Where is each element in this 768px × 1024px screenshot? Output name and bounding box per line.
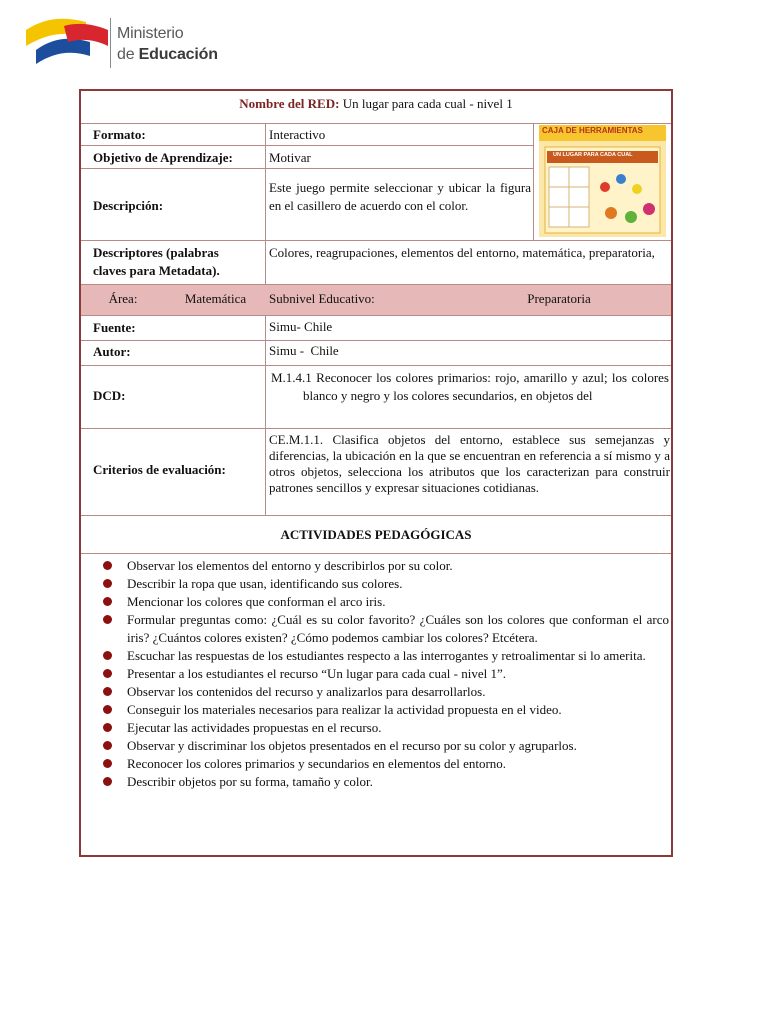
bullet-icon: [103, 615, 112, 624]
autor-label: Autor:: [93, 344, 131, 359]
activity-item: Escuchar las respuestas de los estudiantes respecto a las interrogantes y retroalimentar si lo amerita.: [101, 647, 671, 665]
descriptores-label-line1: Descriptores (palabras: [93, 245, 219, 260]
activity-item: Observar los contenidos del recurso y analizarlos para desarrollarlos.: [101, 683, 671, 701]
fuente-value: Simu- Chile: [269, 319, 333, 334]
ministerio-logo: [24, 16, 218, 72]
bullet-icon: [103, 759, 112, 768]
activity-item: Mencionar los colores que conforman el arco iris.: [101, 593, 671, 611]
activity-item: Presentar a los estudiantes el recurso “Un lugar para cada cual - nivel 1”.: [101, 665, 671, 683]
bullet-icon: [103, 723, 112, 732]
area-value: Matemática: [184, 291, 247, 306]
descripcion-label: Descripción:: [93, 198, 164, 213]
thumbnail-banner: CAJA DE HERRAMIENTAS: [542, 126, 643, 135]
logo-line1: Ministerio: [117, 25, 184, 42]
activities-list: [101, 557, 671, 791]
area-label: Área:: [108, 291, 138, 306]
descripcion-value: Este juego permite seleccionar y ubicar la figura en el casillero de acuerdo con el color.: [269, 180, 531, 213]
logo-line2: de Educación: [117, 46, 218, 63]
objetivo-value: Motivar: [269, 150, 311, 165]
dcd-value: M.1.4.1 Reconocer los colores primarios: rojo, amarillo y azul; los colores blanco y negro y los colores secundarios, en objetos del: [271, 370, 669, 403]
bullet-icon: [103, 687, 112, 696]
thumbnail-subtitle: UN LUGAR PARA CADA CUAL: [553, 152, 633, 158]
bullet-icon: [103, 597, 112, 606]
descriptores-label: [93, 245, 263, 279]
logo-line2-bold: Educación: [138, 46, 218, 63]
activity-item: Conseguir los materiales necesarios para realizar la actividad propuesta en el video.: [101, 701, 671, 719]
activity-item: Observar y discriminar los objetos presentados en el recurso por su color y agruparlos.: [101, 737, 671, 755]
autor-value: Simu - Chile: [269, 343, 339, 358]
red-name-label: Nombre del RED:: [239, 96, 340, 111]
criterios-value: CE.M.1.1. Clasifica objetos del entorno, establece sus semejanzas y diferencias, la ubicación en la que se encuentran en referencia a sí mismo y a otros objetos, selecciona los atributos que los caracterizan para construir patrones sencillos y expresar situaciones cotidianas.: [269, 432, 670, 495]
bullet-icon: [103, 669, 112, 678]
red-name-value: Un lugar para cada cual - nivel 1: [339, 96, 513, 111]
objetivo-label: Objetivo de Aprendizaje:: [93, 150, 233, 165]
subnivel-value: Preparatoria: [527, 291, 591, 306]
resource-thumbnail: [539, 125, 666, 237]
bullet-icon: [103, 561, 112, 570]
criterios-label: Criterios de evaluación:: [93, 462, 226, 477]
activity-item: Describir objetos por su forma, tamaño y color.: [101, 773, 671, 791]
red-name-row: [81, 96, 671, 120]
bullet-icon: [103, 651, 112, 660]
formato-label: Formato:: [93, 127, 146, 142]
logo-divider: [110, 18, 111, 68]
activity-item: Observar los elementos del entorno y describirlos por su color.: [101, 557, 671, 575]
activities-title: ACTIVIDADES PEDAGÓGICAS: [280, 527, 472, 542]
activity-item: Formular preguntas como: ¿Cuál es su color favorito? ¿Cuáles son los colores que conforman el arco iris? ¿Cuántos colores existen? ¿Cómo podemos cambiar los colores? Etcétera.: [101, 611, 671, 647]
descriptores-label-line2: claves para Metadata).: [93, 263, 220, 278]
activity-item: Describir la ropa que usan, identificando sus colores.: [101, 575, 671, 593]
bullet-icon: [103, 705, 112, 714]
activity-item: Ejecutar las actividades propuestas en el recurso.: [101, 719, 671, 737]
dcd-label: DCD:: [93, 388, 126, 403]
descriptores-value: Colores, reagrupaciones, elementos del entorno, matemática, preparatoria,: [269, 245, 655, 260]
subnivel-label: Subnivel Educativo:: [269, 291, 375, 306]
ecuador-flag-logo-icon: [24, 16, 108, 68]
fuente-label: Fuente:: [93, 320, 136, 335]
bullet-icon: [103, 777, 112, 786]
bullet-icon: [103, 741, 112, 750]
activity-item: Reconocer los colores primarios y secundarios en elementos del entorno.: [101, 755, 671, 773]
bullet-icon: [103, 579, 112, 588]
formato-value: Interactivo: [269, 127, 326, 142]
